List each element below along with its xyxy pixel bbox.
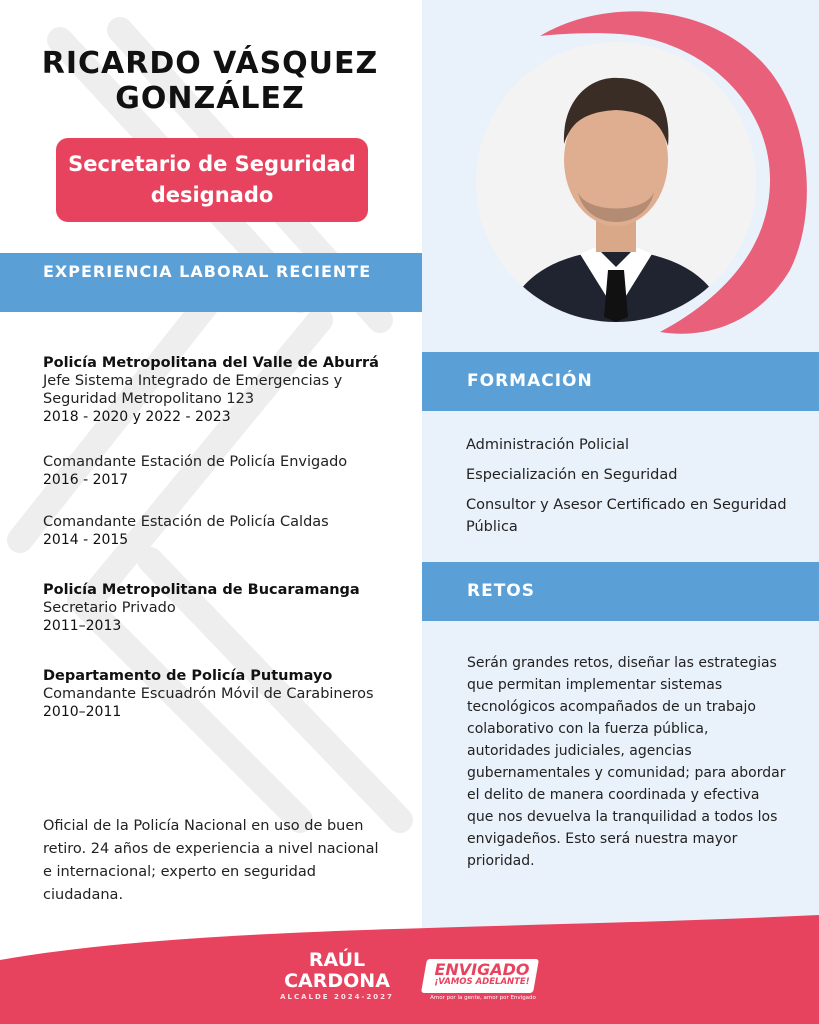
party-tagline: Amor por la gente, amor por Envigado	[430, 995, 536, 1001]
experience-position: Comandante Escuadrón Móvil de Carabineros	[43, 686, 374, 702]
candidate-first-name: RAÚL	[308, 949, 366, 971]
person-name: RICARDO VÁSQUEZ GONZÁLEZ	[41, 46, 379, 116]
role-badge: Secretario de Seguridad designado	[56, 138, 368, 222]
experience-position: Secretario Privado	[43, 600, 176, 616]
candidate-last-name: CARDONA	[284, 970, 390, 992]
experience-position: Comandante Estación de Policía Envigado	[43, 454, 348, 470]
education-item: Especialización en Seguridad	[466, 467, 678, 483]
candidate-logo	[272, 950, 402, 1002]
education-item: Administración Policial	[466, 437, 630, 453]
experience-years: 2010–2011	[43, 704, 122, 720]
candidate-subtitle: ALCALDE 2024-2027	[280, 993, 394, 1001]
experience-position: Jefe Sistema Integrado de Emergencias y Seguridad Metropolitano 123	[43, 373, 343, 407]
experience-years: 2016 - 2017	[43, 472, 129, 488]
party-slogan: ¡VAMOS ADELANTE!	[434, 977, 530, 987]
experience-org: Policía Metropolitana del Valle de Aburrá	[43, 355, 379, 371]
education-heading: FORMACIÓN	[422, 352, 819, 411]
experience-years: 2014 - 2015	[43, 532, 129, 548]
challenges-text: Serán grandes retos, diseñar las estrategias que permitan implementar sistemas tecnológicos acompañados de un trabajo colaborativo con la fuerza pública, autoridades judiciales, agencias gubernamentales y comunidad; para abordar el delito de manera coordinada y efectiva que nos devuelva la tranquilidad a todos los envigadeños. Esto será nuestra mayor prioridad.	[467, 655, 786, 869]
experience-years: 2011–2013	[43, 618, 122, 634]
experience-years: 2018 - 2020 y 2022 - 2023	[43, 409, 231, 425]
experience-position: Comandante Estación de Policía Caldas	[43, 514, 329, 530]
experience-heading: EXPERIENCIA LABORAL RECIENTE	[0, 253, 422, 312]
challenges-heading: RETOS	[422, 562, 819, 621]
experience-summary: Oficial de la Policía Nacional en uso de buen retiro. 24 años de experiencia a nivel nacional e internacional; experto en seguridad ciudadana.	[43, 818, 379, 903]
experience-org: Policía Metropolitana de Bucaramanga	[43, 582, 360, 598]
experience-org: Departamento de Policía Putumayo	[43, 668, 333, 684]
party-logo	[424, 955, 542, 1001]
education-item: Consultor y Asesor Certificado en Seguridad Pública	[466, 497, 787, 535]
party-name: ENVIGADO	[434, 960, 530, 979]
